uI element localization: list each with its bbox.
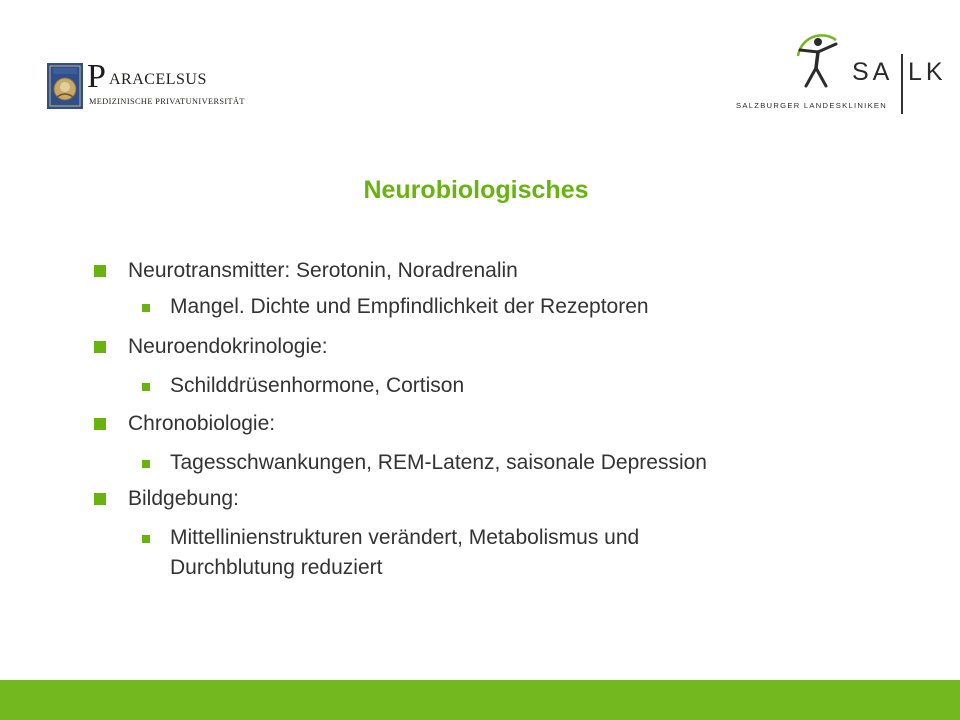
paracelsus-subtitle: MEDIZINISCHE PRIVATUNIVERSITÄT bbox=[89, 97, 245, 106]
sub-bullet-square-icon bbox=[142, 383, 150, 391]
sub-bullet-item bbox=[170, 292, 649, 322]
bullet-square-icon bbox=[94, 265, 106, 277]
footer-bar bbox=[0, 680, 960, 720]
sub-bullet-square-icon bbox=[142, 535, 150, 543]
salk-part1: SA bbox=[852, 58, 894, 86]
sub-bullet-item bbox=[170, 448, 707, 478]
bullet-square-icon bbox=[94, 493, 106, 505]
bullet-text: Neurotransmitter: Serotonin, Noradrenalin bbox=[128, 259, 518, 282]
sub-bullet-text: Mangel. Dichte und Empfindlichkeit der Rezeptoren bbox=[170, 295, 649, 318]
sub-bullet-item bbox=[170, 371, 464, 401]
bullet-text: Bildgebung: bbox=[128, 487, 239, 510]
sub-bullet-square-icon bbox=[142, 304, 150, 312]
bullet-item bbox=[128, 258, 518, 284]
slide-title: Neurobiologisches bbox=[363, 176, 589, 204]
sub-bullet-text: Schilddrüsenhormone, Cortison bbox=[170, 374, 465, 397]
sub-bullet-item bbox=[170, 523, 639, 553]
bullet-item bbox=[128, 411, 275, 437]
sub-bullet-text-line2: Durchblutung reduziert bbox=[170, 556, 383, 579]
sub-bullet-text: Tagesschwankungen, REM-Latenz, saisonale Depression bbox=[170, 451, 707, 474]
bullet-text: Neuroendokrinologie: bbox=[128, 335, 328, 358]
sub-bullet-text-line1: Mittellinienstrukturen verändert, Metabolismus und bbox=[170, 526, 640, 549]
bullet-square-icon bbox=[94, 341, 106, 353]
bullet-square-icon bbox=[94, 418, 106, 430]
bullet-text: Chronobiologie: bbox=[128, 412, 276, 435]
sub-bullet-square-icon bbox=[142, 460, 150, 468]
salk-subtitle: SALZBURGER LANDESKLINIKEN bbox=[736, 101, 888, 110]
bullet-item bbox=[128, 334, 328, 360]
sub-bullet-continuation bbox=[170, 553, 382, 583]
salk-part2: LK bbox=[908, 58, 947, 86]
bullet-item bbox=[128, 486, 239, 512]
paracelsus-name: ARACELSUS bbox=[109, 71, 207, 88]
paracelsus-initial: P bbox=[87, 58, 106, 95]
